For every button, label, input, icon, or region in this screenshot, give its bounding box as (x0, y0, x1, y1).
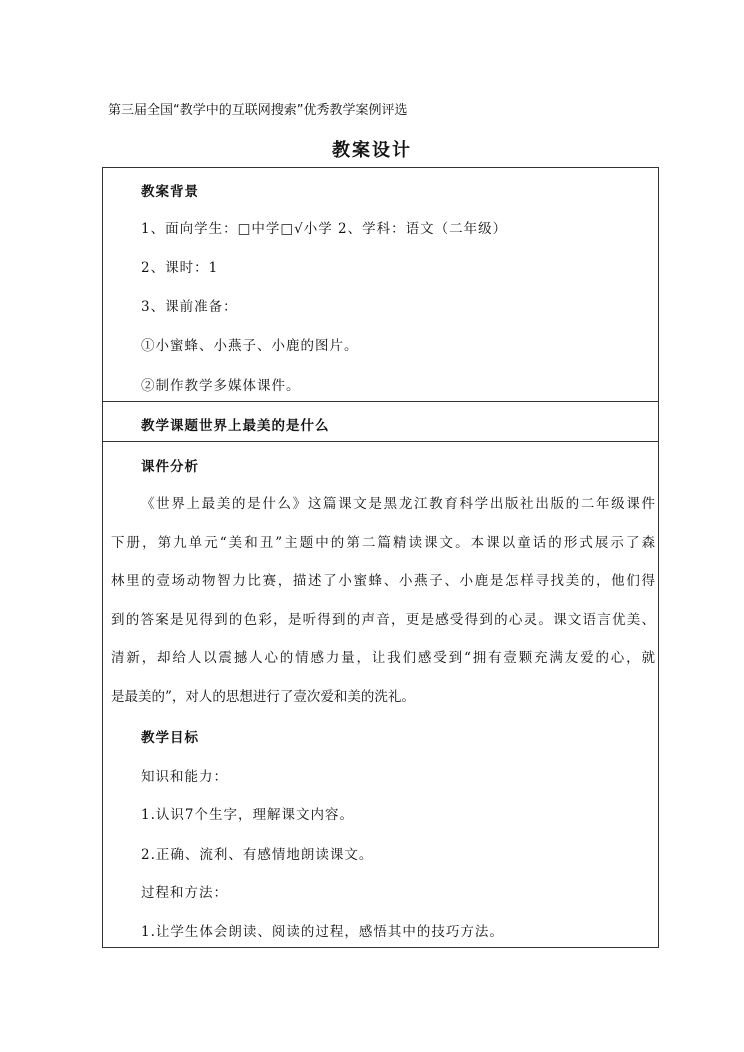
lesson-table (102, 167, 659, 948)
background-item: ②制作教学多媒体课件。 (141, 378, 301, 394)
page-header: 第三届全国“教学中的互联网搜索”优秀教学案例评选 (108, 103, 408, 118)
goals-item: 1.让学生体会朗读、阅读的过程，感悟其中的技巧方法。 (141, 924, 504, 940)
background-heading: 教案背景 (141, 184, 199, 200)
background-item: ①小蜜蜂、小燕子、小鹿的图片。 (141, 338, 359, 354)
goals-item: 2.正确、流利、有感情地朗读课文。 (141, 847, 374, 863)
goals-item: 知识和能力： (141, 769, 228, 785)
background-item: 2、课时：1 (141, 260, 219, 276)
analysis-heading: 课件分析 (141, 459, 199, 475)
analysis-line: 下册，第九单元“美和丑”主题中的第二篇精读课文。本课以童话的形式展示了森 (111, 535, 655, 551)
analysis-line: 清新，却给人以震撼人心的情感力量，让我们感受到“拥有壹颗充满友爱的心，就 (111, 650, 655, 666)
analysis-line: 林里的壹场动物智力比赛，描述了小蜜蜂、小燕子、小鹿是怎样寻找美的，他们得 (111, 573, 655, 589)
analysis-line: 《世界上最美的是什么》这篇课文是黑龙江教育科学出版社出版的二年级课件 (141, 496, 655, 512)
analysis-line: 是最美的”，对人的思想进行了壹次爱和美的洗礼。 (111, 689, 415, 705)
topic-text: 教学课题世界上最美的是什么 (141, 418, 330, 434)
analysis-line: 到的答案是见得到的色彩，是听得到的声音，更是感受得到的心灵。课文语言优美、 (111, 612, 655, 628)
row-divider (103, 441, 658, 442)
goals-item: 1.认识7个生字，理解课文内容。 (141, 807, 354, 823)
background-item: 3、课前准备： (141, 299, 238, 315)
goals-item: 过程和方法： (141, 885, 228, 901)
page-title: 教案设计 (332, 140, 412, 161)
background-item: 1、面向学生：□中学□√小学 2、学科：语文（二年级） (141, 221, 508, 237)
row-divider (103, 401, 658, 402)
goals-heading: 教学目标 (141, 730, 199, 746)
